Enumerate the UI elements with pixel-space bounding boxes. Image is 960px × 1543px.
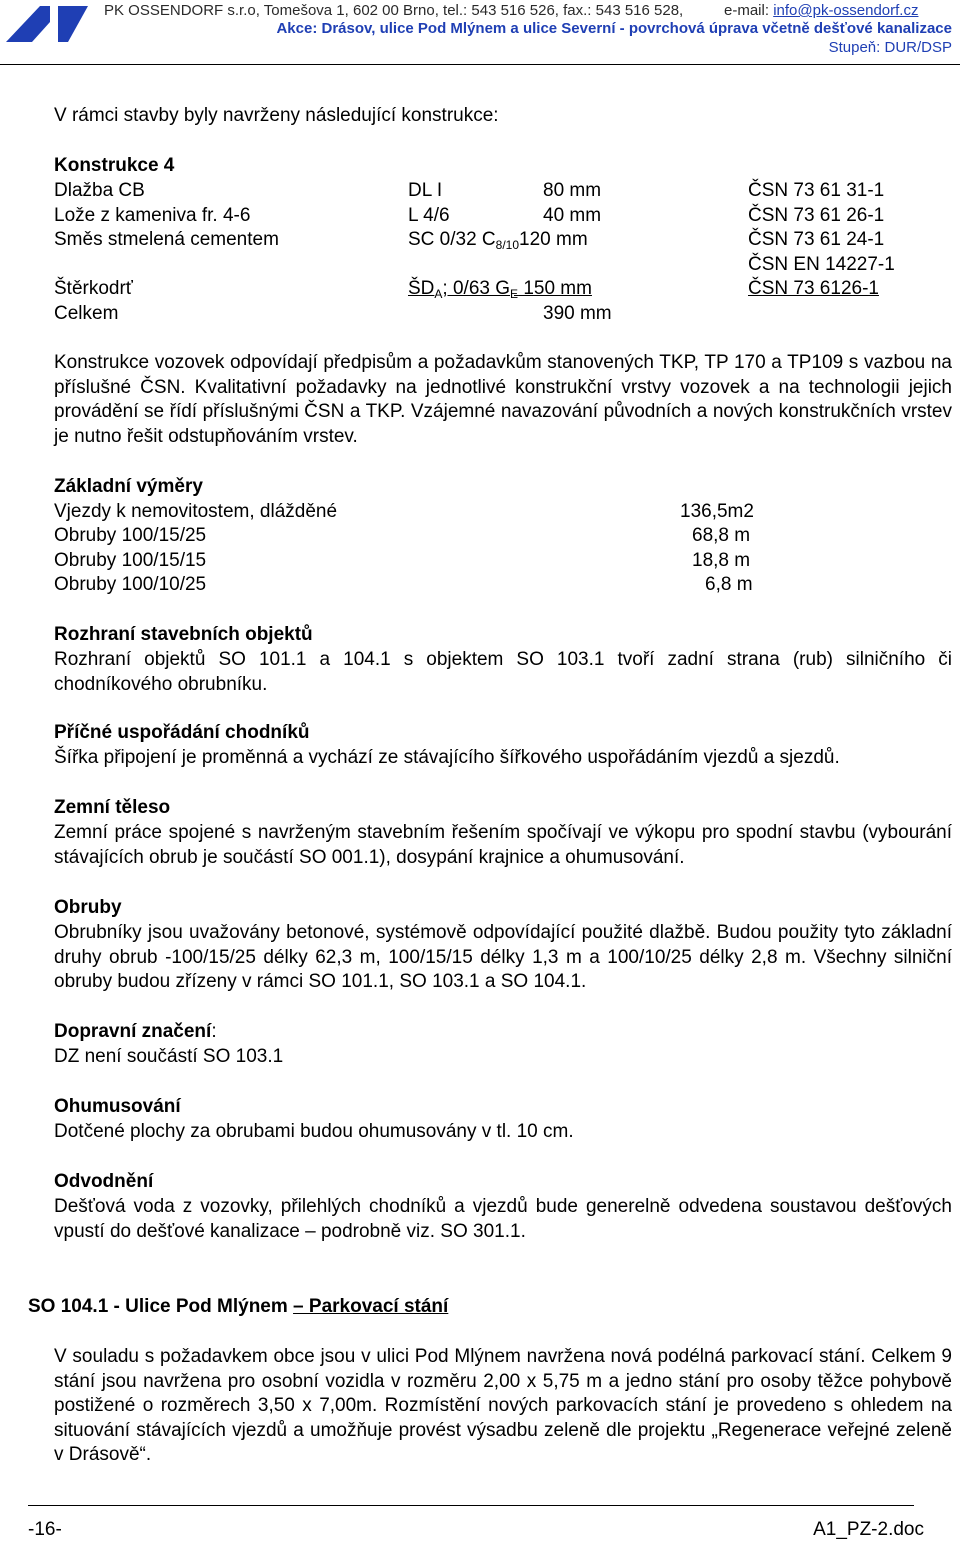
quantity-item: Obruby 100/15/15 (54, 550, 207, 571)
header-divider (0, 64, 960, 65)
so104-text: V souladu s požadavkem obce jsou v ulici Pod Mlýnem navržena nová podélná parkovací stání. Celkem 9 stání jsou navržena pro osobní vozidla v rozměru 2,00 x 5,75 m a jedno stání pro osoby těžce pohybově postižené o rozměrech 3,50 x 7,00m. Rozmístění nových parkovacích stání je provedeno s ohledem na situování stávajících vjezdů a umožňuje provést výsadbu zeleně dle projektu „Regenerace veřejné zeleně v Drásově“. (54, 1346, 952, 1465)
layer-type: SC 0/32 $C_{8/10}120$ mm (408, 229, 588, 252)
header-email-link[interactable]: info@pk-ossendorf.cz (773, 2, 919, 19)
quantity-item: Obruby 100/15/25 (54, 525, 207, 546)
section-title-topsoil: Ohumusování (54, 1096, 181, 1117)
section-text-earthwork: Zemní práce spojené s navrženým stavebním řešením spočívají ve výkopu pro spodní stavbu (vybourání stávajících obrub je součástí SO 001.1), dosypání krajnice a ohumusování. (54, 822, 952, 868)
quantity-item: Vjezdy k nemovitostem, dlážděné (54, 501, 338, 522)
intro-text: V rámci stavby byly navrženy následující konstrukce: (54, 105, 499, 126)
section-text-sidewalk: Šířka připojení je proměnná a vychází ze stávajícího šířkového uspořádáním vjezdů a sjezdů. (54, 747, 840, 768)
section-title-traffic-signs: Dopravní značení: (54, 1021, 217, 1042)
layer-norm: ČSN 73 61 31-1 (748, 180, 885, 201)
layer-type: L 4/6 (408, 205, 450, 226)
layer-thickness: 120 mm (519, 229, 588, 250)
company-logo-icon (2, 4, 90, 44)
quantity-value: 18,8 m (692, 550, 751, 571)
section-text-drainage: Dešťová voda z vozovky, přilehlých chodníků a vjezdů bude generelně odvedena soustavou dešťových vpustí do dešťové kanalizace – podrobně viz. SO 301.1. (54, 1196, 952, 1242)
so104-title: SO 104.1 - Ulice Pod Mlýnem – Parkovací stání (28, 1296, 449, 1317)
layer-type: $ŠD_A$; 0/63 $G_E$ 150 mm (408, 278, 592, 301)
quantity-value: 68,8 m (692, 525, 751, 546)
page-header (0, 0, 960, 68)
section-title-sidewalk: Příčné uspořádání chodníků (54, 722, 310, 743)
quantities-title: Základní výměry (54, 476, 203, 497)
conformity-paragraph: Konstrukce vozovek odpovídají předpisům a požadavkům stanovených TKP, TP 170 a TP109 s vazbou na příslušné ČSN. Kvalitativní požadavky na jednotlivé konstrukční vrstvy vozovek a na technologii jejich provádění se řídí příslušnými ČSN a TKP. Vzájemné navazování původních a nových konstrukčních vrstev je nutno řešit odstupňováním vrstev. (54, 352, 952, 447)
layer-name: Štěrkodrť (54, 278, 133, 299)
footer-filename: A1_PZ-2.doc (813, 1519, 924, 1540)
total-label: Celkem (54, 303, 119, 324)
footer-divider (28, 1505, 914, 1506)
header-stage: Stupeň: DUR/DSP (828, 39, 952, 56)
layer-thickness: 80 mm (543, 180, 602, 201)
total-value: 390 mm (543, 303, 612, 324)
header-email-wrap (724, 2, 918, 19)
section-text-interface: Rozhraní objektů SO 101.1 a 104.1 s objektem SO 103.1 tvoří zadní strana (rub) silničního či chodníkového obrubníku. (54, 649, 952, 695)
quantity-item: Obruby 100/10/25 (54, 574, 207, 595)
section-text-curbs: Obrubníky jsou uvažovány betonové, systémově odpovídající použité dlažbě. Budou použity tyto základní druhy obrub -100/15/25 délky 62,3 m, 100/15/15 délky 1,3 m a 100/10/25 délky 2,8 m. Všechny silniční obruby budou zřízeny v rámci SO 101.1, SO 103.1 a SO 104.1. (54, 922, 952, 992)
section-text-traffic-signs: DZ není součástí SO 103.1 (54, 1046, 284, 1067)
header-company-line (104, 2, 919, 19)
layer-norm: ČSN 73 6126-1 (748, 278, 879, 299)
header-company: PK OSSENDORF s.r.o, Tomešova 1, 602 00 Brno, tel.: 543 516 526, fax.: 543 516 528, (104, 2, 684, 19)
layer-norm: ČSN 73 61 26-1 (748, 205, 885, 226)
construction-title: Konstrukce 4 (54, 155, 175, 176)
layer-type: DL I (408, 180, 443, 201)
section-text-topsoil: Dotčené plochy za obrubami budou ohumusovány v tl. 10 cm. (54, 1121, 574, 1142)
quantity-value: 136,5m2 (680, 501, 754, 522)
header-project: Akce: Drásov, ulice Pod Mlýnem a ulice Severní - povrchová úprava včetně dešťové kanalizace (276, 20, 952, 37)
layer-thickness: 40 mm (543, 205, 602, 226)
layer-name: Směs stmelená cementem (54, 229, 279, 250)
layer-name: Dlažba CB (54, 180, 145, 201)
section-title-earthwork: Zemní těleso (54, 797, 171, 818)
layer-name: Lože z kameniva fr. 4-6 (54, 205, 251, 226)
section-title-interface: Rozhraní stavebních objektů (54, 624, 313, 645)
layer-norm: ČSN EN 14227-1 (748, 254, 895, 275)
footer-page-number: -16- (28, 1519, 62, 1540)
section-title-drainage: Odvodnění (54, 1171, 154, 1192)
section-title-curbs: Obruby (54, 897, 122, 918)
layer-norm: ČSN 73 61 24-1 (748, 229, 885, 250)
layer-thickness: 150 mm (518, 278, 592, 299)
header-email-label: e-mail: (724, 2, 774, 19)
quantity-value: 6,8 m (705, 574, 753, 595)
